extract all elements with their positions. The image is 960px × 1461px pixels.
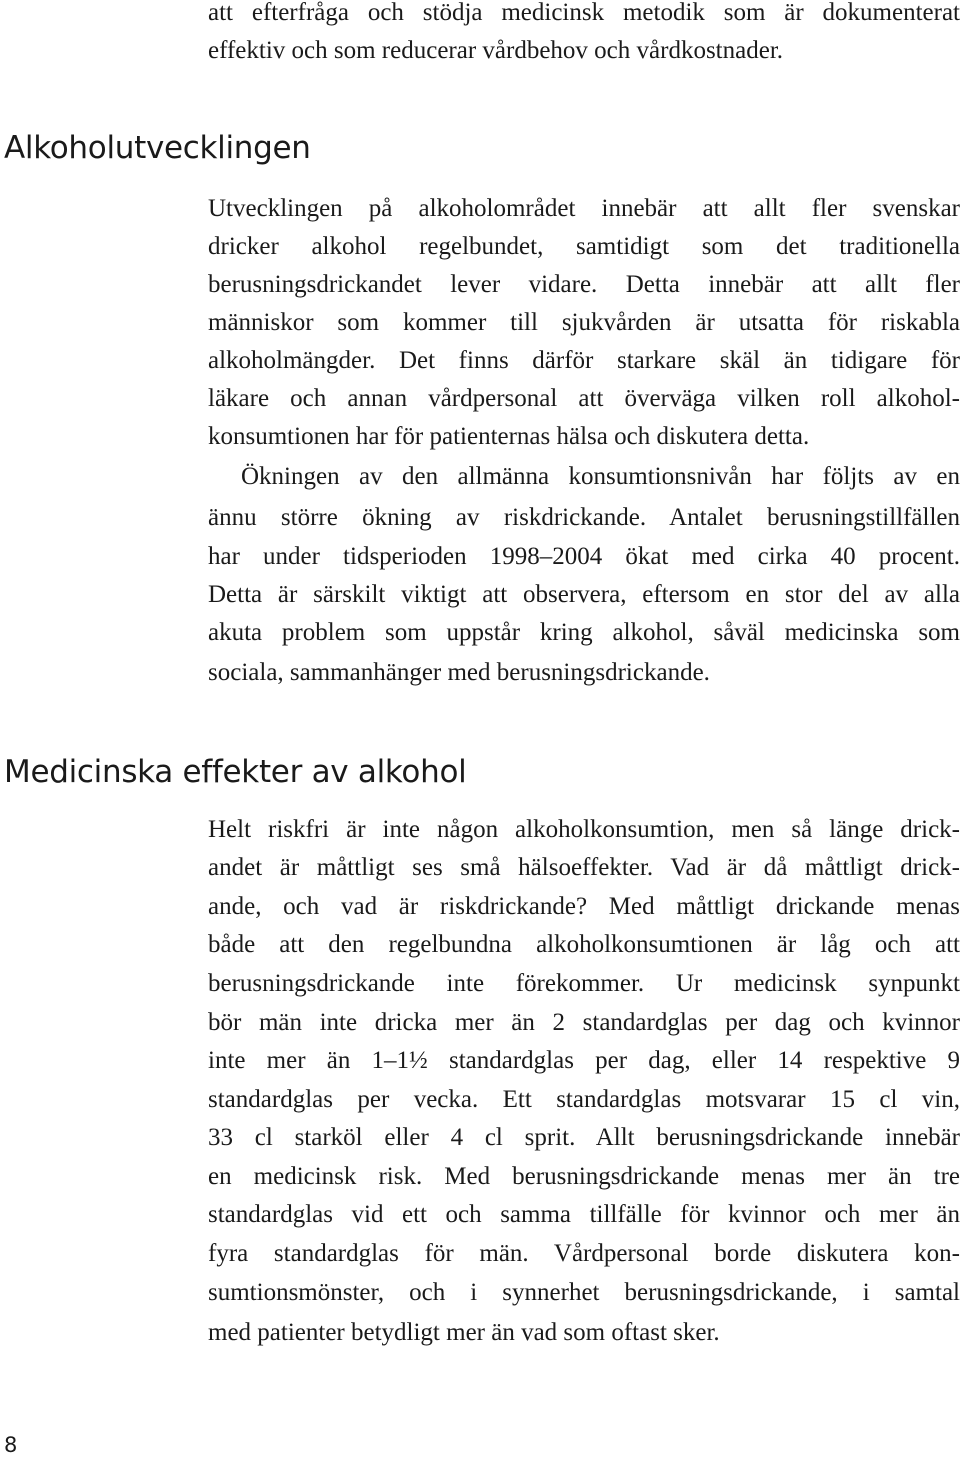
text-line: effektiv och som reducerar vårdbehov och vårdkostnader. bbox=[208, 37, 784, 64]
text-line: med patienter betydligt mer än vad som oftast sker. bbox=[208, 1319, 720, 1346]
text-line: har under tidsperioden 1998–2004 ökat med cirka 40 procent. bbox=[208, 543, 960, 570]
section-heading-alkoholutvecklingen: Alkoholutvecklingen bbox=[4, 130, 311, 166]
text-line: 33 cl starköl eller 4 cl sprit. Allt berusningsdrickande innebär bbox=[208, 1124, 960, 1151]
text-line: standardglas vid ett och samma tillfälle för kvinnor och mer än bbox=[208, 1201, 960, 1228]
page-number: 8 bbox=[4, 1433, 18, 1457]
text-line: Ökningen av den allmänna konsumtionsnivån har följts av en bbox=[241, 463, 960, 490]
text-line: bör män inte dricka mer än 2 standardglas per dag och kvinnor bbox=[208, 1009, 960, 1036]
text-line: ande, och vad är riskdrickande? Med måttligt drickande menas bbox=[208, 893, 960, 920]
text-line: Detta är särskilt viktigt att observera, eftersom en stor del av alla bbox=[208, 581, 960, 608]
text-line: inte mer än 1–1½ standardglas per dag, eller 14 respektive 9 bbox=[208, 1047, 960, 1074]
text-line: Utvecklingen på alkoholområdet innebär att allt fler svenskar bbox=[208, 195, 960, 222]
text-line: andet är måttligt ses små hälsoeffekter. Vad är då måttligt drick- bbox=[208, 854, 960, 881]
text-line: konsumtionen har för patienternas hälsa och diskutera detta. bbox=[208, 423, 810, 450]
section-heading-medicinska-effekter: Medicinska effekter av alkohol bbox=[4, 754, 467, 790]
text-line: människor som kommer till sjukvården är utsatta för riskabla bbox=[208, 309, 960, 336]
text-line: akuta problem som uppstår kring alkohol, såväl medicinska som bbox=[208, 619, 960, 646]
text-line: fyra standardglas för män. Vårdpersonal borde diskutera kon- bbox=[208, 1240, 960, 1267]
text-line: dricker alkohol regelbundet, samtidigt som det traditionella bbox=[208, 233, 960, 260]
text-line: standardglas per vecka. Ett standardglas motsvarar 15 cl vin, bbox=[208, 1086, 960, 1113]
text-line: både att den regelbundna alkoholkonsumtionen är låg och att bbox=[208, 931, 960, 958]
text-line: Helt riskfri är inte någon alkoholkonsumtion, men så länge drick- bbox=[208, 816, 960, 843]
text-line: berusningsdrickandet lever vidare. Detta innebär att allt fler bbox=[208, 271, 960, 298]
text-line: en medicinsk risk. Med berusningsdrickande menas mer än tre bbox=[208, 1163, 960, 1190]
text-line: läkare och annan vårdpersonal att överväga vilken roll alkohol- bbox=[208, 385, 960, 412]
text-line: att efterfråga och stödja medicinsk metodik som är dokumenterat bbox=[208, 0, 960, 26]
text-line: sumtionsmönster, och i synnerhet berusningsdrickande, i samtal bbox=[208, 1279, 960, 1306]
text-line: berusningsdrickande inte förekommer. Ur medicinsk synpunkt bbox=[208, 970, 960, 997]
text-line: sociala, sammanhänger med berusningsdrickande. bbox=[208, 659, 710, 686]
text-line: ännu större ökning av riskdrickande. Antalet berusningstillfällen bbox=[208, 504, 960, 531]
text-line: alkoholmängder. Det finns därför starkare skäl än tidigare för bbox=[208, 347, 960, 374]
